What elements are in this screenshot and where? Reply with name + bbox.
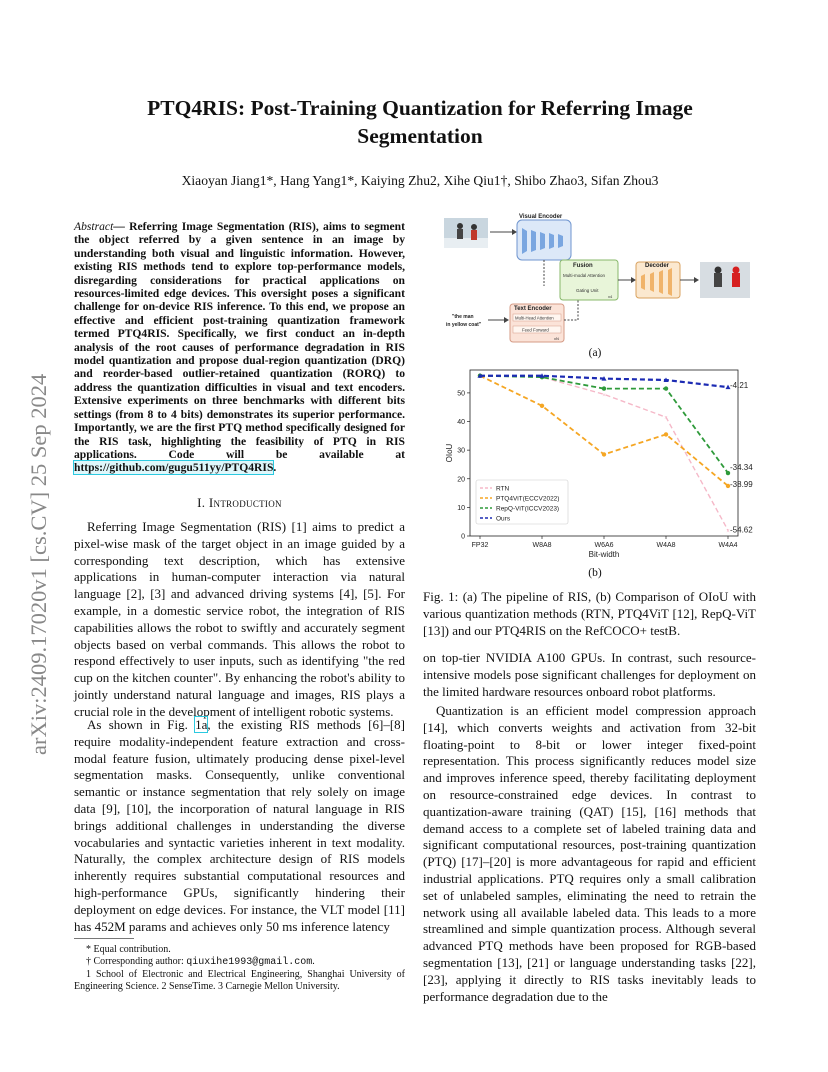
query-line-1: "the man	[452, 314, 474, 320]
figure-label-a: (a)	[588, 347, 602, 359]
series-point-2	[602, 386, 606, 390]
series-point-1	[602, 452, 606, 456]
y-axis-label: OIoU	[445, 443, 454, 463]
code-link[interactable]: https://github.com/gugu511yy/PTQ4RIS	[74, 461, 274, 475]
series-point-2	[664, 386, 668, 390]
delta-annotation: -38.99	[730, 479, 753, 489]
x-axis-label: Bit-width	[588, 550, 620, 559]
pipeline-diagram	[438, 210, 754, 345]
series-point-0: ×	[726, 528, 730, 535]
fusion-label: Fusion	[573, 263, 593, 269]
footnote-affiliations: 1 School of Electronic and Electrical Engineering, Shanghai University of Engineering Science. 2 SenseTime. 3 Carnegie Mellon University.	[74, 969, 405, 992]
x-tick-label: W6A6	[594, 542, 614, 549]
legend-entry: RepQ-ViT(ICCV2023)	[496, 505, 560, 513]
figure-label-b: (b)	[588, 567, 602, 579]
decoder-label: Decoder	[645, 263, 670, 269]
text-encoder-label: Text Encoder	[514, 306, 552, 312]
output-mask-image	[700, 262, 750, 298]
intro-paragraph-4: Quantization is an efficient model compression approach [14], which converts weights and activation from 32-bit floating-point to 8-bit or lower integer fixed-point representation. This process significantly reduces model size and improves inference speed, thereby facilitating deployment on resource-constrained edge devices. In contrast to quantization-aware training (QAT) [15], [16] methods that demand access to a complete set of labeled training data and significant computational resources, post-training quantization (PTQ) [17]–[20] is more advantageous for rapid and efficient industrial applications. PTQ requires only a small calibration set of unlabeled samples, eliminating the need to retrain the network using all available labeled data. This leads to a more streamlined and simple quantization process. Although several advanced PTQ methods have been proposed for RGB-based segmentation [13], [21] or language understanding tasks [22], [23], applying it directly to RIS tasks inevitably leads to performance degradation due to the	[423, 703, 756, 1004]
legend-entry: PTQ4ViT(ECCV2022)	[496, 495, 560, 503]
arxiv-id: arXiv:2409.17020v1 [cs.CV] 25 Sep 2024	[26, 373, 51, 755]
fusion-block	[560, 260, 618, 300]
delta-annotation: -34.34	[730, 463, 753, 473]
chart-legend	[476, 480, 568, 524]
svg-text:xN: xN	[554, 336, 559, 341]
intro-paragraph-2	[74, 717, 405, 935]
x-tick-label: W4A8	[656, 542, 676, 549]
p2-post: , the existing RIS methods [6]–[8] require modality-independent feature extraction and cross-modal feature fusion, ultimately producing dense pixel-level segmentation masks. Consequently, unlike conventional semantic or instance segmentation that rely solely on image data [9], [10], the incorporation of natural language in RIS brings additional challenges in understanding the diverse vocabularies and syntactic varieties inherent in text modality. Naturally, the complex architecture design of RIS models inherently requires substantial computational resources and high-performance GPUs, significantly hindering their deployment on edge devices. For instance, the VLT model [11] has 452M params and achieves only 50 ms inference latency	[74, 717, 405, 934]
svg-text:Feed Forward: Feed Forward	[522, 327, 549, 333]
y-tick-label: 0	[461, 533, 465, 541]
text-encoder-block	[510, 304, 564, 342]
y-tick-label: 40	[457, 419, 465, 427]
y-tick-label: 30	[457, 447, 465, 455]
legend-entry: Ours	[496, 515, 511, 523]
footnote-rule	[74, 938, 134, 939]
abstract	[74, 220, 405, 475]
abstract-text: — Referring Image Segmentation (RIS), aims to segment the object referred by a given sentence in an image by understanding both visual and linguistic information. However, existing RIS methods tend to explore top-performance models, disregarding considerations for practical applications on resources-limited edge devices. This oversight poses a significant challenge for on-device RIS inference. To this end, we propose an effective and efficient post-training quantization framework termed PTQ4RIS. Specifically, we first conduct an in-depth analysis of the root causes of performance degradation in RIS model quantization and propose dual-region quantization (DRQ) and reorder-based outlier-retained quantization (RORQ) to address the quantization difficulties in visual and text encoders. Extensive experiments on three benchmarks with different bits settings (from 8 to 4 bits) demonstrates its superior performance. Importantly, we are the first PTQ method specifically designed for the RIS task, highlighting the feasibility of PTQ in RIS applications. Code will be available at	[74, 220, 405, 461]
figure-ref-1a[interactable]: 1a	[195, 717, 208, 732]
intro-paragraph-3: on top-tier NVIDIA A100 GPUs. In contrast, such resource-intensive models pose significant challenges for deployment on the limited hardware resources onboard robot platforms.	[423, 650, 756, 699]
author-list: Xiaoyan Jiang1*, Hang Yang1*, Kaiying Zhu2, Xihe Qiu1†, Shibo Zhao3, Sifan Zhou3	[181, 173, 659, 188]
svg-text:Multi-Head Attention: Multi-Head Attention	[515, 315, 554, 321]
gating-label: Gating Unit	[576, 288, 599, 293]
footnote-corresponding: † Corresponding author: qiuxihe1993@gmail.com.	[86, 956, 315, 968]
abstract-end: .	[273, 461, 277, 475]
y-tick-label: 50	[457, 390, 465, 398]
query-line-2: in yellow coat"	[446, 322, 482, 328]
y-tick-label: 10	[457, 504, 465, 512]
visual-encoder-block	[517, 214, 571, 260]
legend-entry: RTN	[496, 485, 510, 493]
footnote-equal: * Equal contribution.	[86, 944, 171, 955]
visual-encoder-label: Visual Encoder	[519, 214, 563, 220]
delta-annotation: -4.21	[730, 381, 749, 391]
x-tick-label: W4A4	[718, 542, 738, 549]
arxiv-sidebar	[10, 290, 60, 760]
x-tick-label: W8A8	[532, 542, 552, 549]
input-image	[444, 218, 488, 248]
abstract-label: Abstract	[74, 220, 114, 233]
x-tick-label: FP32	[471, 542, 489, 549]
series-point-0: ×	[602, 392, 606, 399]
series-point-1	[664, 432, 668, 436]
footnotes	[74, 944, 405, 993]
svg-text:x4: x4	[608, 294, 613, 299]
p2-pre: As shown in Fig.	[87, 717, 196, 732]
delta-annotation: -54.62	[730, 525, 753, 535]
paper-title: PTQ4RIS: Post-Training Quantization for Referring Image Segmentation	[147, 96, 693, 148]
intro-paragraph-1: Referring Image Segmentation (RIS) [1] aims to predict a pixel-wise mask of the target object in an image guided by a corresponding text description, which has extensive applications in human-computer interaction via natural language [2], [3] and advanced driving systems [4], [5]. For example, in a domestic service robot, the integration of RIS capabilities allows the robot to swiftly and accurately segment objects based on verbal commands. This allows the robot to respond effectively to user inputs, such as identifying "the red cup on the kitchen counter". By enhancing the robot's ability to jointly understand natural language and images, RIS plays a crucial role in the development of intelligent robotic systems.	[74, 519, 405, 719]
figure-caption: Fig. 1: (a) The pipeline of RIS, (b) Comparison of OIoU with various quantization methods (RTN, PTQ4ViT [12], RepQ-ViT [13]) and our PTQ4RIS on the RefCOCO+ testB.	[423, 589, 756, 638]
mha-label: Multi-modal Attention	[563, 273, 606, 278]
chart-axes	[445, 370, 738, 559]
series-point-0: ×	[664, 415, 668, 422]
y-tick-label: 20	[457, 476, 465, 484]
oiou-comparison-chart	[438, 362, 756, 567]
email-link[interactable]: qiuxihe1993@gmail.com	[186, 957, 313, 968]
section-heading-introduction: I. Introduction	[197, 495, 282, 510]
series-point-1	[540, 404, 544, 408]
decoder-block	[636, 262, 680, 298]
